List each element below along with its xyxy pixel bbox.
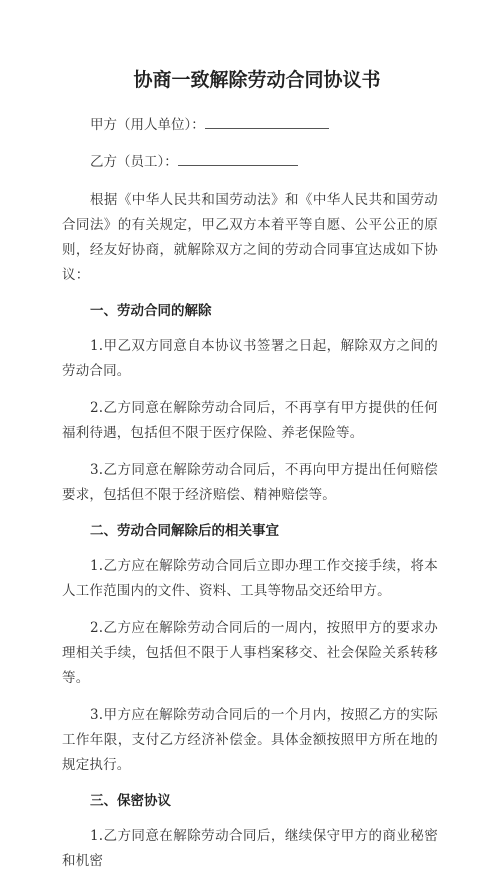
section-1-item-3: 3.乙方同意在解除劳动合同后，不再向甲方提出任何赔偿要求，包括但不限于经济赔偿、精神赔偿等。 bbox=[62, 462, 438, 503]
intro-paragraph: 根据《中华人民共和国劳动法》和《中华人民共和国劳动合同法》的有关规定，甲乙双方本着平等自愿、公平公正的原则，经友好协商，就解除双方之间的劳动合同事宜达成如下协议： bbox=[62, 192, 438, 283]
section-2-item-1: 1.乙方应在解除劳动合同后立即办理工作交接手续，将本人工作范围内的文件、资料、工具等物品交还给甲方。 bbox=[62, 558, 438, 599]
section-heading-confidentiality: 三、保密协议 bbox=[90, 793, 171, 809]
section-heading-termination: 一、劳动合同的解除 bbox=[90, 303, 212, 319]
party-b-label: 乙方（员工）： bbox=[90, 154, 178, 170]
party-a-label: 甲方（用人单位）： bbox=[90, 117, 205, 133]
party-b-blank[interactable] bbox=[178, 151, 298, 166]
section-2-item-2: 2.乙方应在解除劳动合同后的一周内，按照甲方的要求办理相关手续，包括但不限于人事档案移交、社会保险关系转移等。 bbox=[62, 620, 438, 686]
section-heading-after-termination: 二、劳动合同解除后的相关事宜 bbox=[90, 523, 279, 539]
section-2-item-3: 3.甲方应在解除劳动合同后的一个月内，按照乙方的实际工作年限，支付乙方经济补偿金。具体金额按照甲方所在地的规定执行。 bbox=[62, 707, 438, 773]
party-b-line bbox=[62, 151, 438, 172]
document-title: 协商一致解除劳动合同协议书 bbox=[133, 69, 381, 91]
section-3-item-1: 1.乙方同意在解除劳动合同后，继续保守甲方的商业秘密和机密 bbox=[62, 828, 438, 869]
section-1-item-1: 1.甲乙双方同意自本协议书签署之日起，解除双方之间的劳动合同。 bbox=[62, 338, 438, 379]
party-a-line bbox=[62, 114, 438, 135]
party-a-blank[interactable] bbox=[205, 114, 329, 129]
section-1-item-2: 2.乙方同意在解除劳动合同后，不再享有甲方提供的任何福利待遇，包括但不限于医疗保险、养老保险等。 bbox=[62, 400, 438, 441]
